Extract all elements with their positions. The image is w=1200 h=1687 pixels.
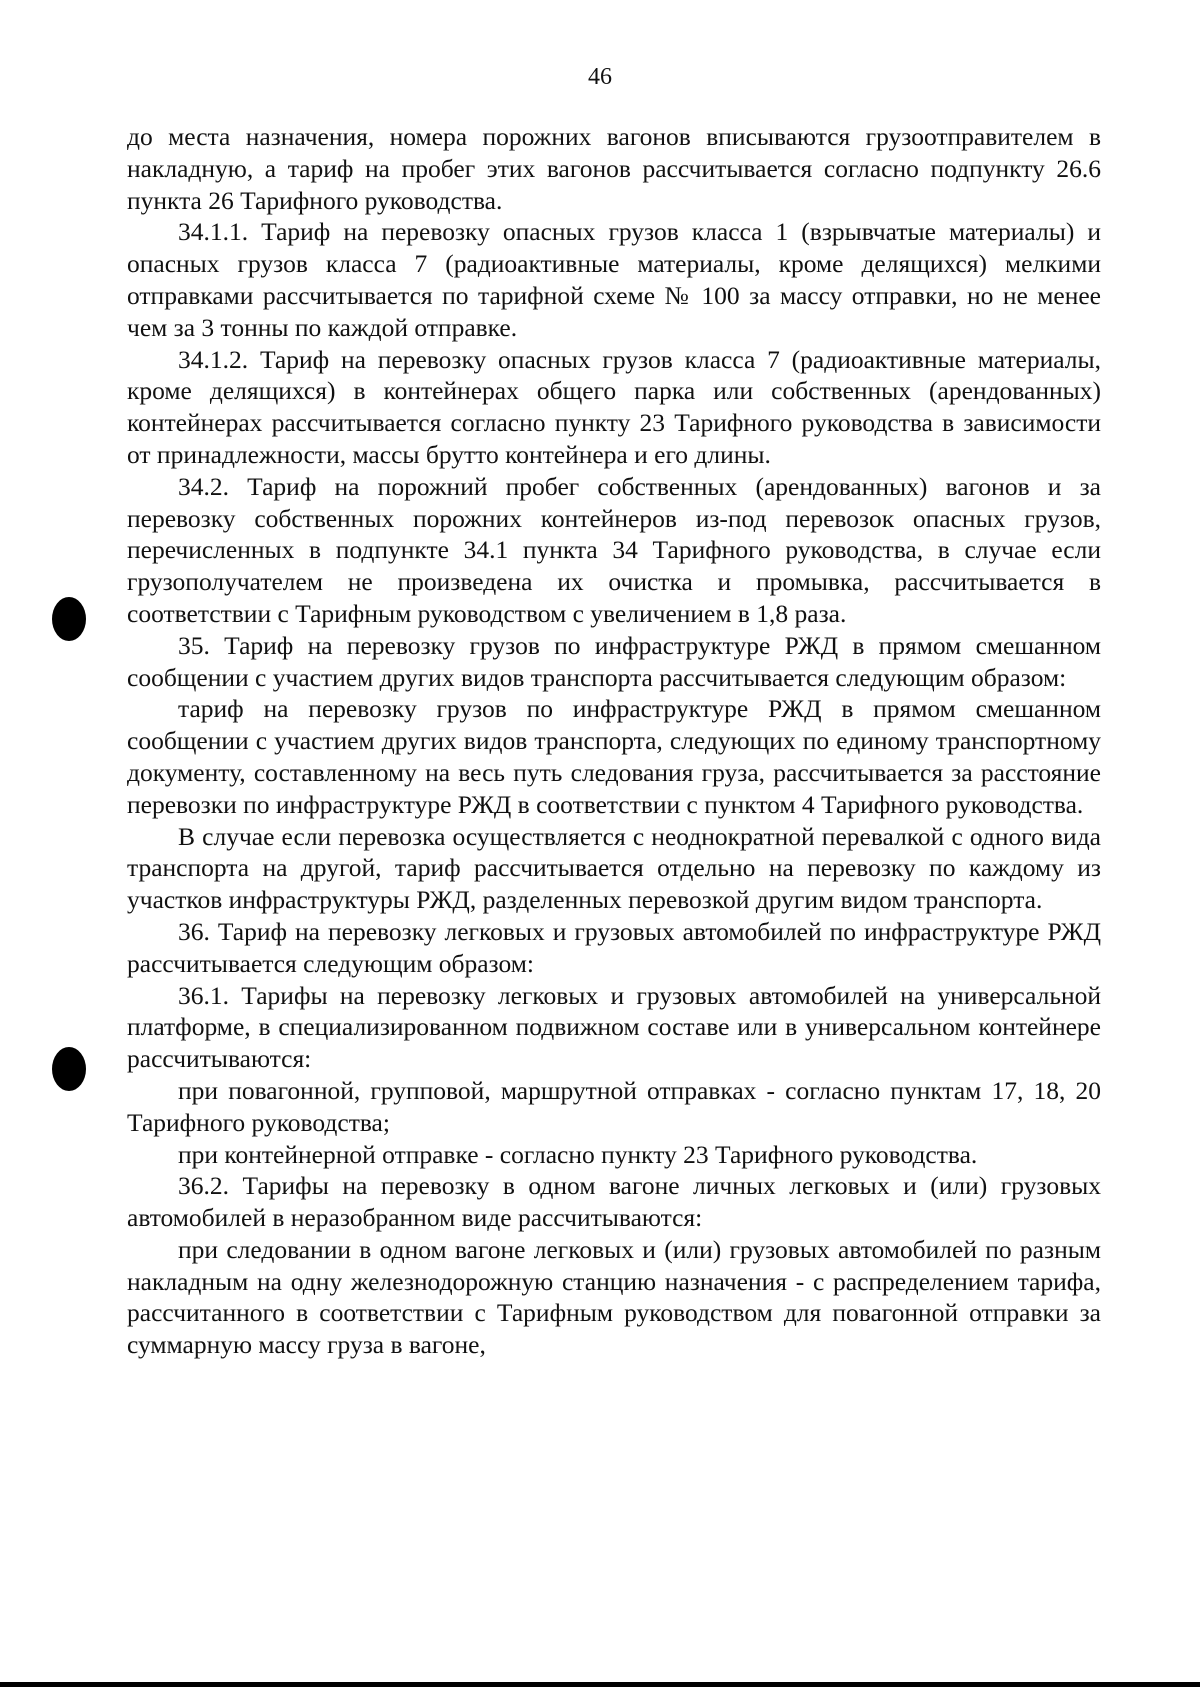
paragraph-35-tariff: тариф на перевозку грузов по инфраструктуре РЖД в прямом смешанном сообщении с участием других видов транспорта, следующих по единому транспортному документу, составленному на весь путь следования груза, рассчитывается за расстояние перевозки по инфраструктуре РЖД в соответствии с пунктом 4 Тарифного руководства. [127,694,1101,819]
paragraph-34-1-1: 34.1.1. Тариф на перевозку опасных грузов класса 1 (взрывчатые материалы) и опасных грузов класса 7 (радиоактивные материалы, кроме делящихся) мелкими отправками рассчитывается по тарифной схеме № 100 за массу отправки, но не менее чем за 3 тонны по каждой отправке. [127,217,1101,342]
document-body [127,121,1101,1361]
punch-hole [52,597,86,641]
page-number: 46 [588,64,612,90]
paragraph-34-1-2: 34.1.2. Тариф на перевозку опасных грузов класса 7 (радиоактивные материалы, кроме делящихся) в контейнерах общего парка или собственных (арендованных) контейнерах рассчитывается согласно пункту 23 Тарифного руководства в зависимости от принадлежности, массы брутто контейнера и его длины. [127,344,1101,469]
paragraph-34-2: 34.2. Тариф на порожний пробег собственных (арендованных) вагонов и за перевозку собственных порожних контейнеров из-под перевозок опасных грузов, перечисленных в подпункте 34.1 пункта 34 Тарифного руководства, в случае если грузополучателем не произведена их очистка и промывка, рассчитывается в соответствии с Тарифным руководством с увеличением в 1,8 раза. [127,471,1101,628]
paragraph-36-2: 36.2. Тарифы на перевозку в одном вагоне личных легковых и (или) грузовых автомобилей в неразобранном виде рассчитываются: [127,1171,1101,1233]
paragraph-35: 35. Тариф на перевозку грузов по инфраструктуре РЖД в прямом смешанном сообщении с участием других видов транспорта рассчитывается следующим образом: [127,630,1101,692]
paragraph-36-2-distribution: при следовании в одном вагоне легковых и (или) грузовых автомобилей по разным накладным на одну железнодорожную станцию назначения - с распределением тарифа, рассчитанного в соответствии с Тарифным руководством для повагонной отправки за суммарную массу груза в вагоне, [127,1234,1101,1360]
paragraph-36-1-container: при контейнерной отправке - согласно пункту 23 Тарифного руководства. [178,1139,978,1169]
paragraph-35-transshipment: В случае если перевозка осуществляется с неоднократной перевалкой с одного вида транспорта на другой, тариф рассчитывается отдельно на перевозку по каждому из участков инфраструктуры РЖД, разделенных перевозкой другим видом транспорта. [127,821,1101,915]
paragraph-continuation: до места назначения, номера порожних вагонов вписываются грузоотправителем в накладную, а тариф на пробег этих вагонов рассчитывается согласно подпункту 26.6 пункта 26 Тарифного руководства. [127,122,1101,215]
paragraph-36: 36. Тариф на перевозку легковых и грузовых автомобилей по инфраструктуре РЖД рассчитывается следующим образом: [127,916,1101,978]
punch-hole [52,1047,86,1091]
paragraph-36-1-wagon: при повагонной, групповой, маршрутной отправках - согласно пунктам 17, 18, 20 Тарифного руководства; [127,1075,1101,1137]
paragraph-36-1: 36.1. Тарифы на перевозку легковых и грузовых автомобилей на универсальной платформе, в специализированном подвижном составе или в универсальном контейнере рассчитываются: [127,980,1101,1074]
